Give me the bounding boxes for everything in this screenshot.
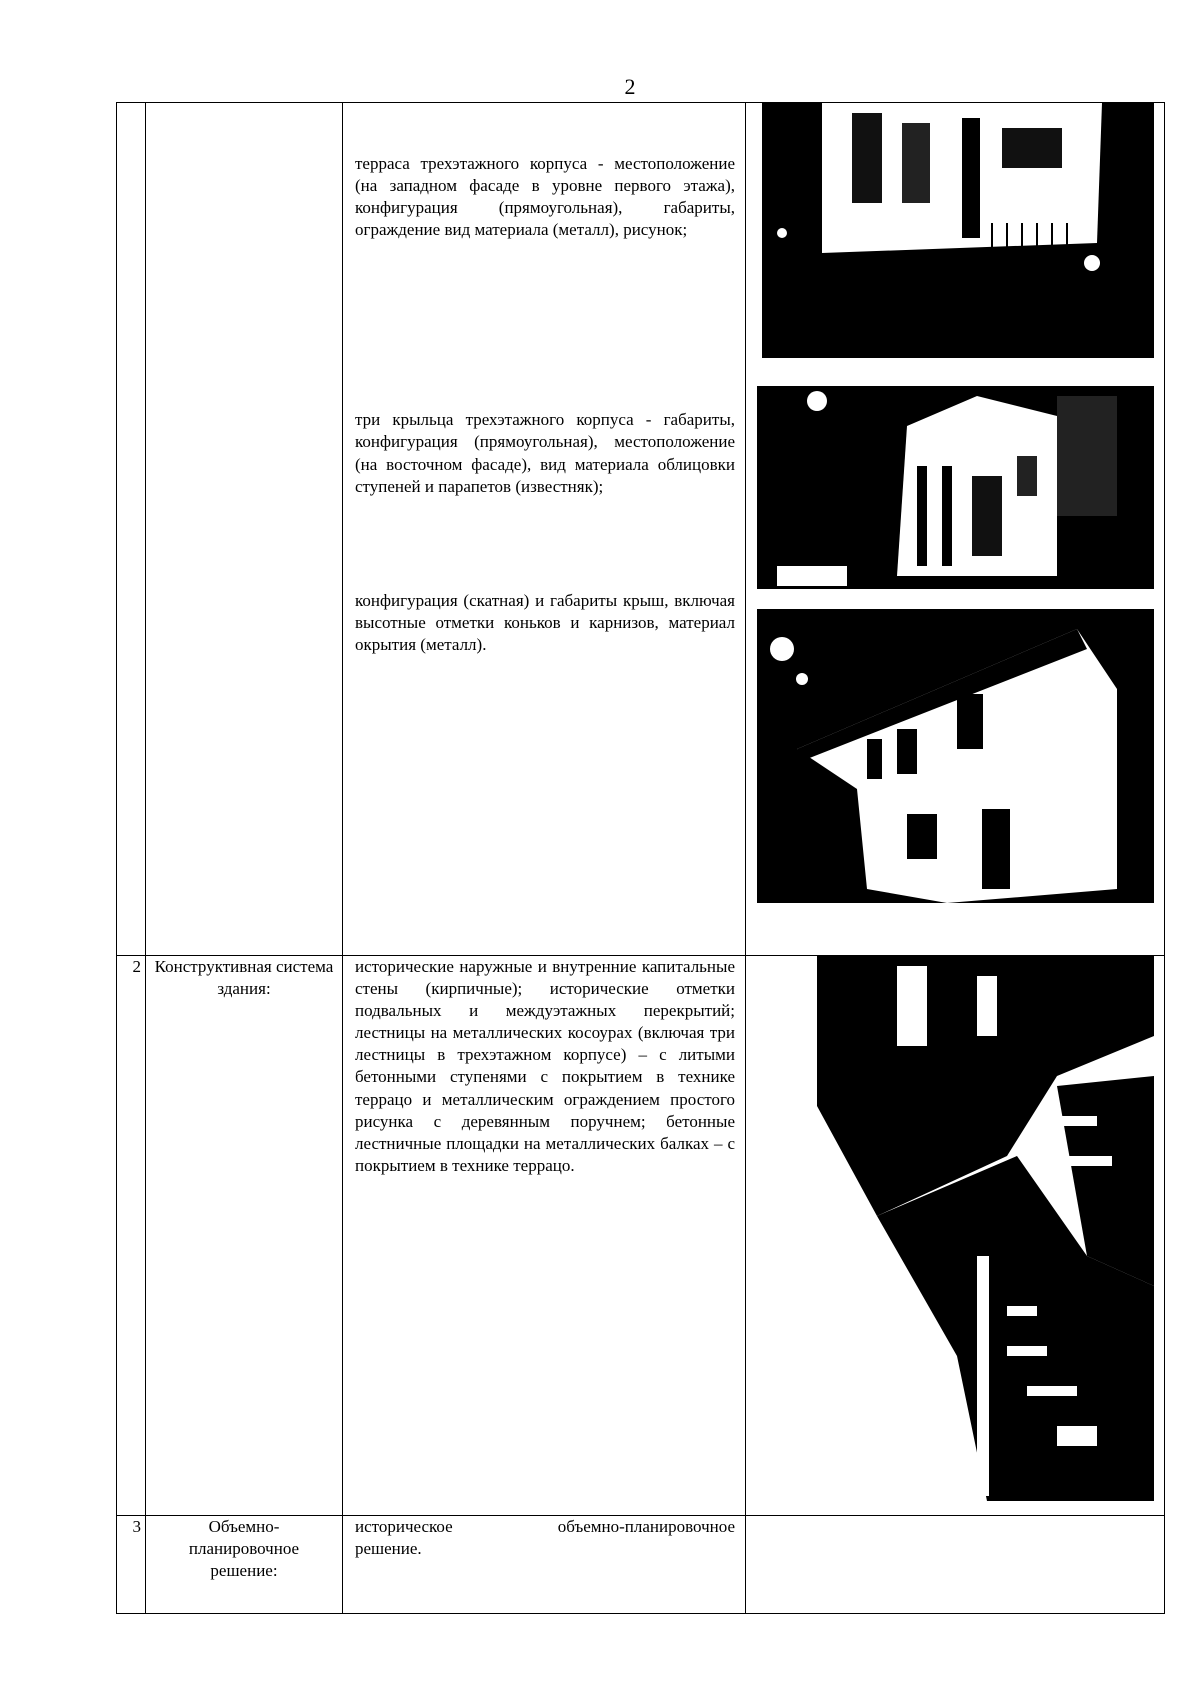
row-name-line: Объемно- — [208, 1517, 280, 1536]
row-number-cell — [117, 103, 146, 956]
page-number: 2 — [624, 74, 636, 99]
row-name-cell — [146, 103, 343, 956]
row-name-line: решение: — [210, 1561, 278, 1581]
photo-cell — [746, 956, 1165, 1516]
structural-description: исторические наружные и внутренние капитальные стены (кирпичные); исторические отметки подвальных и междуэтажных перекрытий; лестницы на металлических косоурах (включая три лестницы в трехэтажном корпусе) – с литыми бетонными ступенями с покрытием в технике террацо и металлическим ограждением простого рисунка с деревянным поручнем; бетонные лестничные площадки на металлических балках – с покрытием в технике террацо. — [355, 957, 735, 1175]
volume-description-line — [343, 1516, 745, 1538]
photo-cell — [746, 1516, 1165, 1614]
table-row — [117, 956, 1165, 1516]
description-cell — [343, 103, 746, 956]
roof-photo — [757, 609, 1154, 903]
porches-description: три крыльца трехэтажного корпуса - габариты, конфигурация (прямоугольная), местоположение (на восточном фасаде), вид материала облицовки ступеней и парапетов (известняк); — [355, 410, 735, 496]
volume-description-line: решение. — [355, 1539, 422, 1559]
volume-description-word: объемно-планировочное — [557, 1517, 735, 1536]
row-name-line: планировочное — [188, 1539, 300, 1559]
roof-description: конфигурация (скатная) и габариты крыш, включая высотные отметки коньков и карнизов, материал окрытия (металл). — [355, 590, 735, 654]
protected-features-table — [116, 102, 1165, 1614]
row-number-cell: 2 — [117, 956, 146, 1516]
photo-cell — [746, 103, 1165, 956]
table-row — [117, 103, 1165, 956]
row-number-cell: 3 — [117, 1516, 146, 1614]
staircase-photo — [757, 956, 1154, 1501]
terrace-photo — [762, 103, 1154, 358]
porches-photo — [757, 386, 1154, 589]
volume-description-word: историческое — [355, 1517, 453, 1536]
table-row — [117, 1516, 1165, 1614]
row-name-cell — [146, 1516, 343, 1614]
row-name-cell: Конструктивная система здания: — [146, 956, 343, 1516]
description-cell — [343, 1516, 746, 1614]
terrace-description: терраса трехэтажного корпуса - местоположение (на западном фасаде в уровне первого этажа), конфигурация (прямоугольная), габариты, ограждение вид материала (металл), рисунок; — [355, 154, 735, 240]
description-cell — [343, 956, 746, 1516]
